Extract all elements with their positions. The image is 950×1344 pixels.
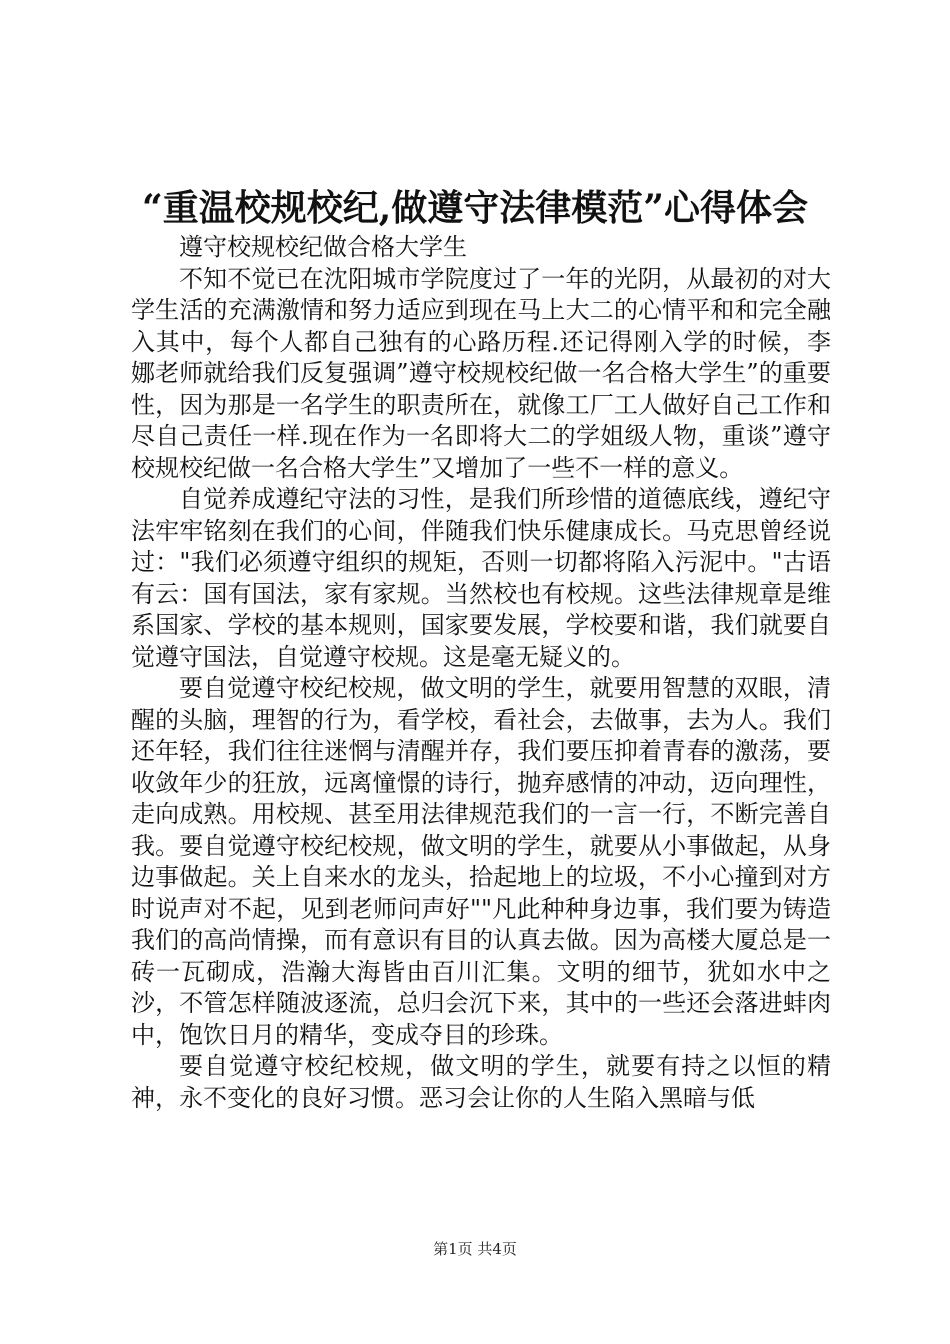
paragraph-1: 不知不觉已在沈阳城市学院度过了一年的光阴，从最初的对大学生活的充满激情和努力适应到现在马上大二的心情平和和完全融入其中，每个人都自己独有的心路历程.还记得刚入学的时候，李娜老师就给我们反复强调”遵守校规校纪做一名合格大学生”的重要性，因为那是一名学生的职责所在，就像工厂工人做好自己工作和尽自己责任一样.现在作为一名即将大二的学姐级人物，重谈”遵守校规校纪做一名合格大学生”又增加了一些不一样的意义。 <box>131 264 831 482</box>
document-body <box>131 232 831 1114</box>
paragraph-4: 要自觉遵守校纪校规，做文明的学生，就要有持之以恒的精神，永不变化的良好习惯。恶习会让你的人生陷入黑暗与低 <box>131 1052 831 1112</box>
paragraph-3: 要自觉遵守校纪校规，做文明的学生，就要用智慧的双眼，清醒的头脑，理智的行为，看学校，看社会，去做事，去为人。我们还年轻，我们往往迷惘与清醒并存，我们要压抑着青春的激荡，要收敛年少的狂放，远离憧憬的诗行，抛弃感情的冲动，迈向理性，走向成熟。用校规、甚至用法律规范我们的一言一行，不断完善自我。要自觉遵守校纪校规，做文明的学生，就要从小事做起，从身边事做起。关上自来水的龙头，拾起地上的垃圾，不小心撞到对方时说声对不起，见到老师问声好""凡此种种身边事，我们要为铸造我们的高尚情操，而有意识有目的认真去做。因为高楼大厦总是一砖一瓦砌成，浩瀚大海皆由百川汇集。文明的细节，犹如水中之沙，不管怎样随波逐流，总归会沉下来，其中的一些还会落进蚌肉中，饱饮日月的精华，变成夺目的珍珠。 <box>131 674 831 1049</box>
page-indicator: 第1页 共4页 <box>433 1240 517 1258</box>
document-title: “重温校规校纪,做遵守法律模范”心得体会 <box>142 187 808 229</box>
page-footer <box>0 1239 950 1259</box>
paragraph-2: 自觉养成遵纪守法的习性，是我们所珍惜的道德底线，遵纪守法牢牢铭刻在我们的心间，伴随我们快乐健康成长。马克思曾经说过："我们必须遵守组织的规矩，否则一切都将陷入污泥中。"古语有云：国有国法，家有家规。当然校也有校规。这些法律规章是维系国家、学校的基本规则，国家要发展，学校要和谐，我们就要自觉遵守国法，自觉遵守校规。这是毫无疑义的。 <box>131 485 831 671</box>
document-subtitle: 遵守校规校纪做合格大学生 <box>179 233 467 261</box>
